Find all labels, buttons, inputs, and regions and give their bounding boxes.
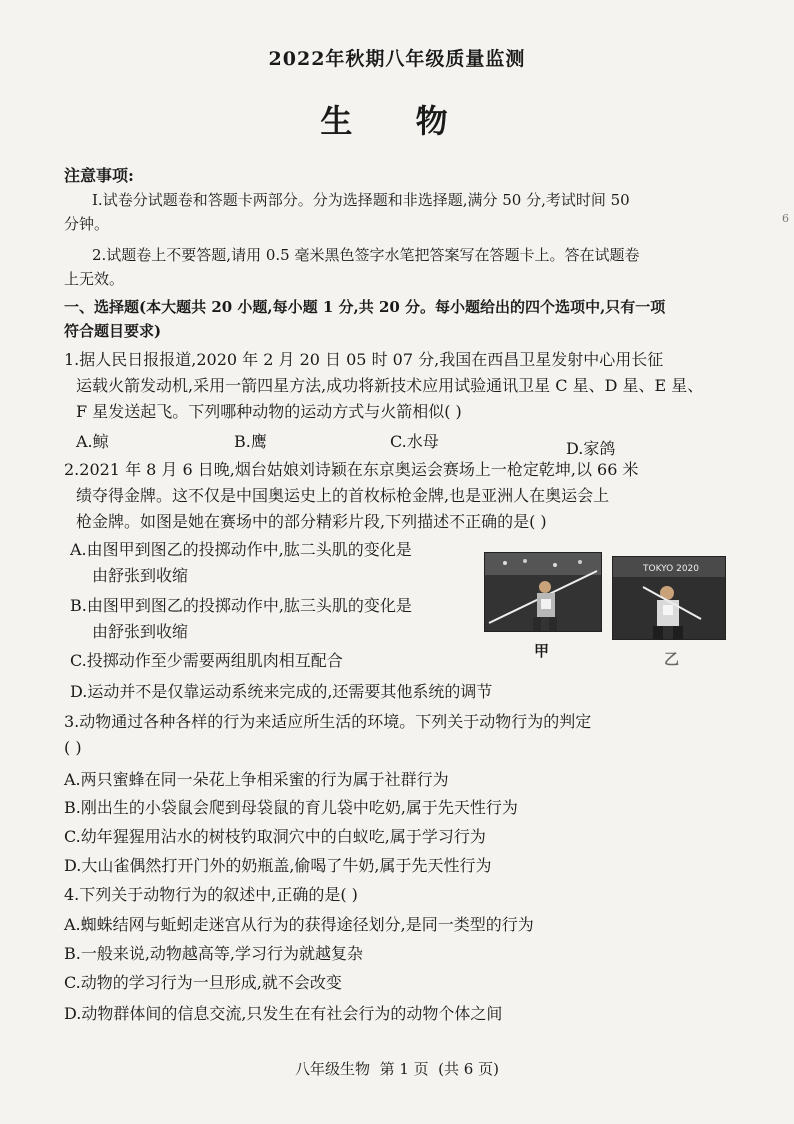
javelin-throw-image [613, 557, 725, 639]
q4-option-b: B.一般来说,动物越高等,学习行为就越复杂 [64, 944, 364, 963]
q4-option-d: D.动物群体间的信息交流,只发生在有社会行为的动物个体之间 [64, 1004, 503, 1023]
q2-option-a-line-1: A.由图甲到图乙的投掷动作中,肱二头肌的变化是 [70, 540, 412, 559]
q1-line-1: 1.据人民日报报道,2020 年 2 月 20 日 05 时 07 分,我国在西昌卫星发射中心用长征 [64, 350, 664, 369]
photo-jia [484, 552, 602, 632]
notice-line-1: I.试卷分试题卷和答题卡两部分。分为选择题和非选择题,满分 50 分,考试时间 50 [92, 191, 630, 209]
q1-option-a: A.鲸 [76, 432, 109, 451]
photo-yi [612, 556, 726, 640]
exam-title: 2022年秋期八年级质量监测 [268, 48, 526, 70]
q1-option-c: C.水母 [390, 432, 439, 451]
photo-label-yi: 乙 [664, 650, 680, 668]
subject-title: 生 物 [320, 102, 474, 140]
q3-line-1: 3.动物通过各种各样的行为来适应所生活的环境。下列关于动物行为的判定 [64, 712, 592, 731]
q4-option-c: C.动物的学习行为一旦形成,就不会改变 [64, 973, 342, 992]
olympic-banner: TOKYO 2020 [642, 564, 700, 574]
q1-option-d: D.家鸽 [566, 439, 616, 458]
section-heading-b: 符合题目要求) [64, 322, 162, 340]
notice-line-1b: 分钟。 [64, 215, 110, 233]
q1-line-2: 运载火箭发动机,采用一箭四星方法,成功将新技术应用试验通讯卫星 C 星、D 星、E 星、 [76, 376, 704, 395]
q3-option-a: A.两只蜜蜂在同一朵花上争相采蜜的行为属于社群行为 [64, 770, 449, 789]
q1-option-b: B.鹰 [234, 432, 267, 451]
notice-heading: 注意事项: [64, 166, 134, 185]
q2-line-3: 枪金牌。如图是她在赛场中的部分精彩片段,下列描述不正确的是( ) [76, 512, 547, 531]
q3-line-2: ( ) [64, 738, 82, 757]
javelin-athlete-image [485, 553, 601, 631]
q2-option-d: D.运动并不是仅靠运动系统来完成的,还需要其他系统的调节 [70, 682, 493, 701]
q3-option-d: D.大山雀偶然打开门外的奶瓶盖,偷喝了牛奶,属于先天性行为 [64, 856, 492, 875]
q3-option-b: B.刚出生的小袋鼠会爬到母袋鼠的育儿袋中吃奶,属于先天性行为 [64, 798, 518, 817]
q4-line-1: 4.下列关于动物行为的叙述中,正确的是( ) [64, 885, 358, 904]
q2-line-2: 绩夺得金牌。这不仅是中国奥运史上的首枚标枪金牌,也是亚洲人在奥运会上 [76, 486, 610, 505]
photo-label-jia: 甲 [534, 642, 550, 660]
section-heading: 一、选择题(本大题共 20 小题,每小题 1 分,共 20 分。每小题给出的四个选项中,只有一项 [64, 298, 666, 316]
q3-option-c: C.幼年猩猩用沾水的树枝钓取洞穴中的白蚁吃,属于学习行为 [64, 827, 486, 846]
side-mark: 6 [782, 212, 789, 225]
q2-option-b-line-1: B.由图甲到图乙的投掷动作中,肱三头肌的变化是 [70, 596, 412, 615]
notice-line-2: 2.试题卷上不要答题,请用 0.5 毫米黑色签字水笔把答案写在答题卡上。答在试题卷 [92, 246, 640, 264]
q2-option-b-line-2: 由舒张到收缩 [92, 622, 189, 641]
page-footer: 八年级生物 第 1 页 (共 6 页) [295, 1060, 499, 1078]
notice-line-2b: 上无效。 [64, 270, 125, 288]
q4-option-a: A.蜘蛛结网与蚯蚓走迷宫从行为的获得途径划分,是同一类型的行为 [64, 915, 534, 934]
q1-line-3: F 星发送起飞。下列哪种动物的运动方式与火箭相似( ) [76, 402, 462, 421]
q2-line-1: 2.2021 年 8 月 6 日晚,烟台姑娘刘诗颖在东京奥运会赛场上一枪定乾坤,以 66 米 [64, 460, 639, 479]
q2-option-c: C.投掷动作至少需要两组肌肉相互配合 [70, 651, 343, 670]
q2-option-a-line-2: 由舒张到收缩 [92, 566, 189, 585]
